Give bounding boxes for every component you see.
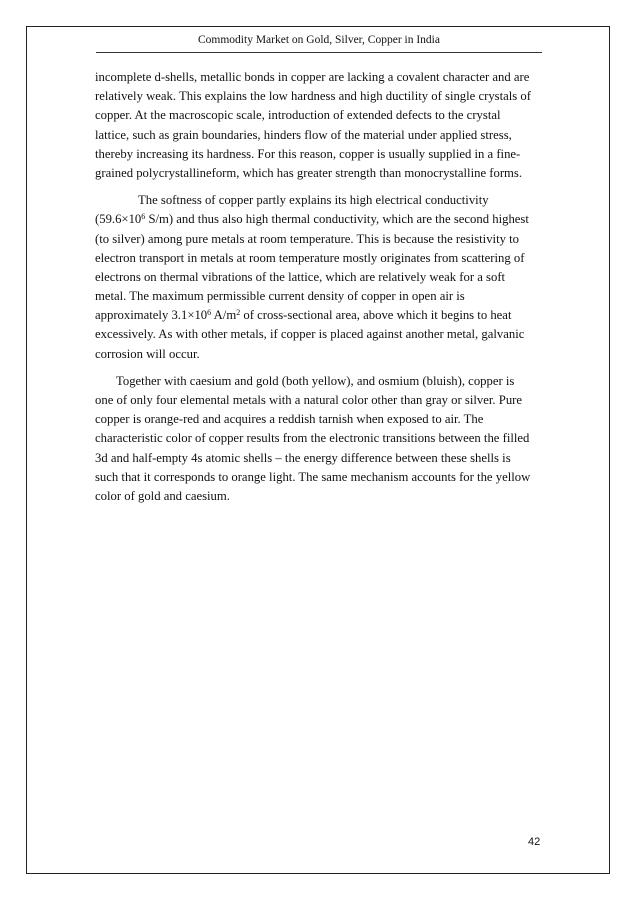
superscript: 6 (207, 308, 212, 318)
page-number: 42 (528, 836, 541, 848)
text-line (95, 306, 545, 325)
paragraph-gap (95, 364, 545, 372)
text-fragment: S/m) and thus also high thermal conductivity, which are the second highest (145, 212, 529, 227)
superscript: 6 (141, 212, 146, 222)
text-fragment: A/m (211, 308, 237, 323)
running-header: Commodity Market on Gold, Silver, Copper in India (198, 34, 440, 46)
body-text (95, 68, 545, 506)
text-line: electrons on thermal vibrations of the lattice, which are relatively weak for a soft (95, 269, 506, 284)
text-line: 3d and half-empty 4s atomic shells – the energy difference between these shells is (95, 450, 511, 465)
paragraph-3 (95, 372, 545, 506)
text-line: Together with caesium and gold (both yellow), and osmium (bluish), copper is (116, 373, 515, 388)
text-line: thereby increasing its hardness. For this reason, copper is usually supplied in a fine- (95, 146, 521, 161)
text-line: one of only four elemental metals with a natural color other than gray or silver. Pure (95, 393, 523, 407)
text-line: relatively weak. This explains the low hardness and high ductility of single crystals of (95, 89, 531, 104)
header-rule (96, 52, 542, 53)
text-line: electron transport in metals at room temperature mostly originates from scattering of (95, 250, 525, 265)
superscript: 2 (236, 308, 241, 318)
text-line: (to silver) among pure metals at room temperature. This is because the resistivity to (95, 231, 519, 246)
text-line: lattice, such as grain boundaries, hinders flow of the material under applied stress, (95, 127, 512, 142)
text-line: copper is orange-red and acquires a reddish tarnish when exposed to air. The (95, 412, 484, 427)
text-line: corrosion will occur. (95, 346, 200, 361)
paragraph-2 (95, 191, 545, 364)
text-fragment: of cross-sectional area, above which it begins to heat (240, 308, 512, 323)
paragraph-1 (95, 68, 545, 183)
text-line: characteristic color of copper results from the electronic transitions between the filled (95, 431, 530, 446)
text-fragment: (59.6×10 (95, 212, 142, 227)
text-line: copper. At the macroscopic scale, introduction of extended defects to the crystal (95, 108, 501, 123)
text-line: The softness of copper partly explains its high electrical conductivity (138, 193, 489, 208)
text-line: grained polycrystallineform, which has greater strength than monocrystalline forms. (95, 165, 523, 180)
text-fragment: approximately 3.1×10 (95, 308, 208, 323)
text-line: such that it corresponds to orange light. The same mechanism accounts for the yellow (95, 469, 531, 484)
text-line: excessively. As with other metals, if copper is placed against another metal, galvanic (95, 327, 525, 342)
paragraph-gap (95, 183, 545, 191)
text-line: incomplete d-shells, metallic bonds in copper are lacking a covalent character and are (95, 70, 530, 84)
text-line: color of gold and caesium. (95, 488, 230, 503)
text-line (95, 210, 545, 229)
text-line: metal. The maximum permissible current density of copper in open air is (95, 289, 465, 304)
